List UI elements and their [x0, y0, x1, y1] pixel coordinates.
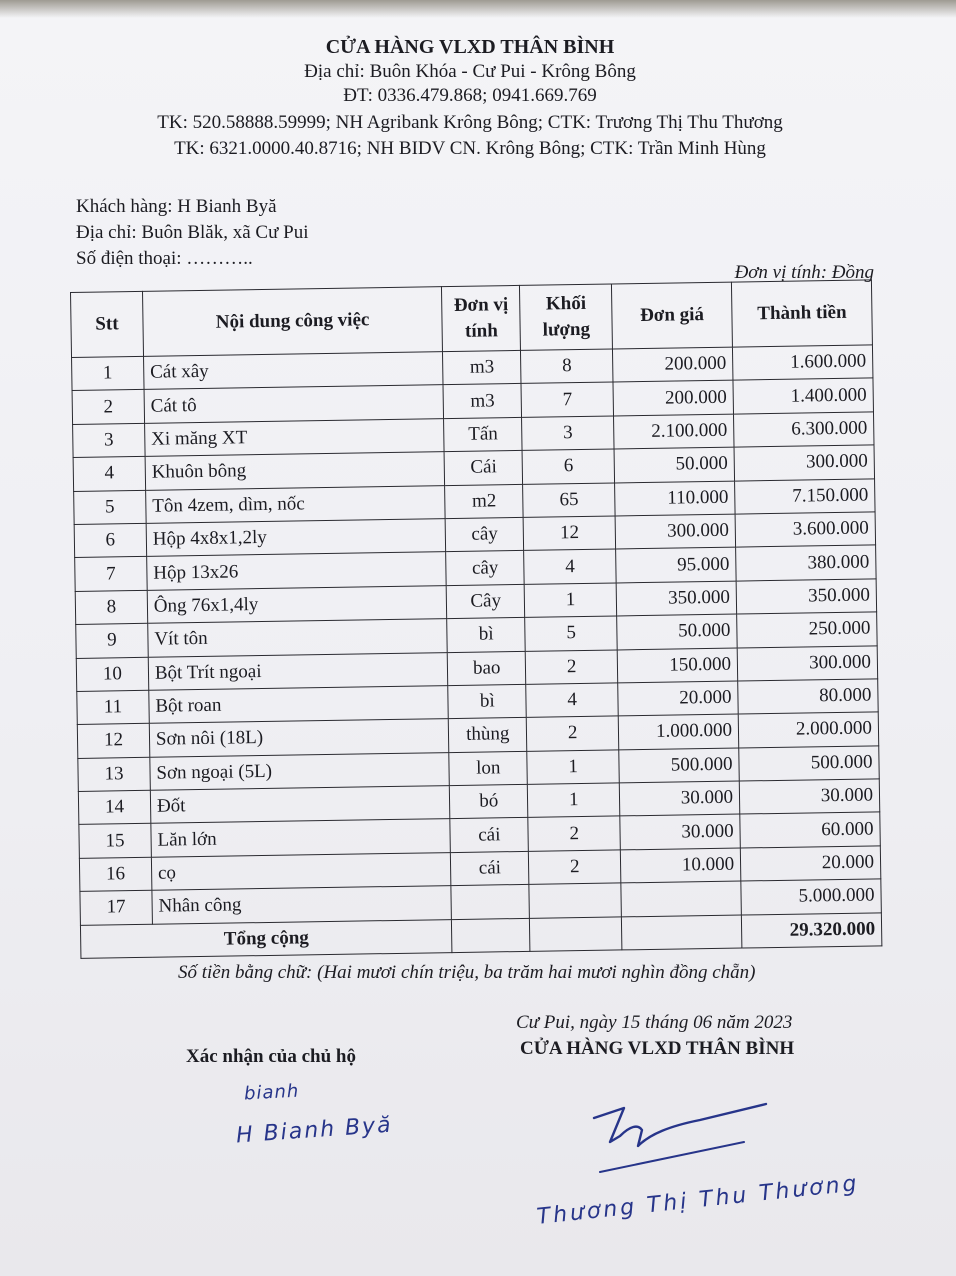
invoice-header [0, 34, 940, 162]
row-stt: 10 [76, 657, 148, 692]
row-price: 150.000 [617, 648, 737, 683]
row-unit: Cây [446, 584, 524, 619]
row-price: 95.000 [616, 547, 736, 582]
row-qty: 2 [529, 850, 621, 885]
shop-signature-scribble [580, 1090, 780, 1180]
bank-account-1: TK: 520.58888.59999; NH Agribank Krông Bông; CTK: Trương Thị Thu Thương [157, 112, 783, 133]
row-unit: Cái [444, 451, 522, 486]
row-stt: 11 [77, 690, 149, 725]
row-unit: cây [446, 551, 524, 586]
row-price: 30.000 [620, 815, 740, 850]
row-amount: 7.150.000 [735, 478, 875, 514]
header-amount: Thành tiền [731, 280, 872, 347]
amount-in-words: Số tiền bằng chữ: (Hai mươi chín triệu, ba trăm hai mươi nghìn đồng chẵn) [178, 962, 756, 983]
shop-signature-name: Thương Thị Thu Thương [535, 1171, 861, 1230]
row-unit [451, 885, 529, 920]
row-amount: 30.000 [739, 779, 879, 815]
shop-name: CỬA HÀNG VLXD THÂN BÌNH [325, 36, 615, 58]
row-qty: 4 [524, 549, 616, 584]
row-unit: m3 [443, 350, 521, 385]
row-content: Xi măng XT [144, 418, 444, 456]
row-content: Hộp 13x26 [147, 552, 447, 590]
row-price: 50.000 [614, 447, 734, 482]
row-content: Đốt [150, 786, 450, 824]
row-price: 200.000 [613, 347, 733, 382]
row-stt: 3 [73, 423, 145, 458]
row-amount: 300.000 [737, 645, 877, 681]
row-content: Ông 76x1,4ly [147, 585, 447, 623]
row-content: Hộp 4x8x1,2ly [146, 519, 446, 557]
row-stt: 16 [79, 857, 151, 892]
row-unit: m3 [443, 384, 521, 419]
customer-name: Khách hàng: H Bianh Byă [76, 196, 277, 217]
row-stt: 6 [74, 523, 146, 558]
row-price: 110.000 [615, 481, 735, 516]
owner-signature-line2: H Bianh Byă [235, 1112, 394, 1149]
paper-edge-shadow [0, 0, 956, 18]
row-content: Tôn 4zem, dìm, nốc [146, 485, 446, 523]
row-content: Cát tô [144, 385, 444, 423]
row-qty: 12 [523, 516, 615, 551]
row-price: 10.000 [620, 848, 740, 883]
owner-confirmation-label: Xác nhận của chủ hộ [186, 1046, 356, 1067]
bank-account-2: TK: 6321.0000.40.8716; NH BIDV CN. Krông Bông; CTK: Trần Minh Hùng [174, 138, 766, 159]
row-qty: 3 [522, 416, 614, 451]
row-unit: m2 [445, 484, 523, 519]
customer-address: Địa chỉ: Buôn Blăk, xã Cư Pui [76, 222, 309, 243]
shop-address: Địa chỉ: Buôn Khóa - Cư Pui - Krông Bông [304, 61, 636, 82]
row-stt: 17 [80, 891, 152, 926]
row-content: Vít tôn [148, 619, 448, 657]
row-qty: 1 [524, 583, 616, 618]
total-value: 29.320.000 [741, 912, 881, 948]
row-stt: 15 [79, 824, 151, 859]
row-price: 30.000 [619, 781, 739, 816]
row-amount: 20.000 [740, 846, 880, 882]
row-qty: 65 [523, 483, 615, 518]
shop-phone: ĐT: 0336.479.868; 0941.669.769 [343, 85, 597, 106]
row-qty: 2 [528, 816, 620, 851]
row-amount: 5.000.000 [741, 879, 881, 915]
row-content: Bột roan [149, 686, 449, 724]
row-content: cọ [151, 852, 451, 890]
header-stt: Stt [71, 291, 144, 357]
customer-info [76, 194, 308, 272]
row-unit: lon [449, 751, 527, 786]
invoice-date: Cư Pui, ngày 15 tháng 06 năm 2023 [516, 1012, 793, 1033]
currency-unit-note: Đơn vị tính: Đồng [734, 262, 874, 283]
row-amount: 380.000 [736, 545, 876, 581]
row-stt: 14 [78, 790, 150, 825]
header-qty-line2: lượng [542, 318, 591, 341]
row-qty: 4 [526, 683, 618, 718]
header-content: Nội dung công việc [142, 287, 442, 357]
row-stt: 13 [78, 757, 150, 792]
row-qty: 2 [525, 649, 617, 684]
row-unit: cây [445, 517, 523, 552]
table-body [72, 345, 882, 925]
header-unit-line1: Đơn vị [453, 294, 509, 316]
customer-phone: Số điện thoại: ……….. [76, 248, 253, 269]
row-amount: 3.600.000 [735, 512, 875, 548]
row-amount: 2.000.000 [738, 712, 878, 748]
row-stt: 4 [73, 457, 145, 492]
row-price [621, 881, 741, 916]
row-stt: 9 [76, 623, 148, 658]
row-stt: 2 [72, 390, 144, 425]
row-price: 20.000 [618, 681, 738, 716]
total-empty-cell [622, 915, 742, 950]
row-price: 1.000.000 [618, 714, 738, 749]
total-empty-cell [530, 917, 622, 952]
row-amount: 60.000 [740, 812, 880, 848]
row-price: 2.100.000 [614, 414, 734, 449]
owner-signature-line1: bianh [243, 1080, 300, 1105]
row-stt: 1 [72, 356, 144, 391]
row-stt: 12 [77, 724, 149, 759]
row-qty: 1 [528, 783, 620, 818]
row-content: Sơn ngoại (5L) [150, 752, 450, 790]
items-table [70, 279, 882, 959]
row-content: Khuôn bông [145, 452, 445, 490]
row-qty: 5 [525, 616, 617, 651]
row-content: Sơn nôi (18L) [149, 719, 449, 757]
row-stt: 5 [74, 490, 146, 525]
row-price: 500.000 [619, 748, 739, 783]
row-content: Lăn lớn [151, 819, 451, 857]
row-qty: 6 [522, 449, 614, 484]
row-qty: 7 [521, 382, 613, 417]
shop-signature-title: CỬA HÀNG VLXD THÂN BÌNH [520, 1038, 795, 1059]
header-qty [520, 284, 613, 350]
row-price: 350.000 [616, 581, 736, 616]
header-qty-line1: Khối [545, 292, 587, 315]
row-amount: 500.000 [739, 746, 879, 782]
row-price: 200.000 [613, 380, 733, 415]
row-content: Nhân công [152, 886, 452, 924]
row-qty [529, 883, 621, 918]
row-amount: 1.600.000 [733, 345, 873, 381]
row-qty: 1 [527, 750, 619, 785]
row-amount: 300.000 [734, 445, 874, 481]
row-amount: 80.000 [738, 679, 878, 715]
row-unit: thùng [449, 718, 527, 753]
row-unit: bao [448, 651, 526, 686]
row-qty: 2 [526, 716, 618, 751]
row-unit: cái [450, 818, 528, 853]
row-qty: 8 [521, 349, 613, 384]
row-unit: bó [450, 784, 528, 819]
row-stt: 7 [75, 557, 147, 592]
row-amount: 1.400.000 [733, 378, 873, 414]
row-stt: 8 [75, 590, 147, 625]
row-amount: 350.000 [736, 579, 876, 615]
row-amount: 250.000 [737, 612, 877, 648]
total-label: Tổng cộng [80, 919, 452, 958]
row-price: 300.000 [615, 514, 735, 549]
total-empty-cell [452, 918, 530, 953]
row-content: Cát xây [143, 352, 443, 390]
row-price: 50.000 [617, 614, 737, 649]
row-amount: 6.300.000 [734, 412, 874, 448]
row-unit: cái [451, 851, 529, 886]
row-unit: Tấn [444, 417, 522, 452]
header-unit-line2: tính [464, 320, 498, 342]
row-unit: bì [448, 684, 526, 719]
row-content: Bột Trít ngoại [148, 652, 448, 690]
header-unit [442, 285, 521, 351]
header-price: Đơn giá [612, 282, 733, 349]
row-unit: bì [447, 618, 525, 653]
